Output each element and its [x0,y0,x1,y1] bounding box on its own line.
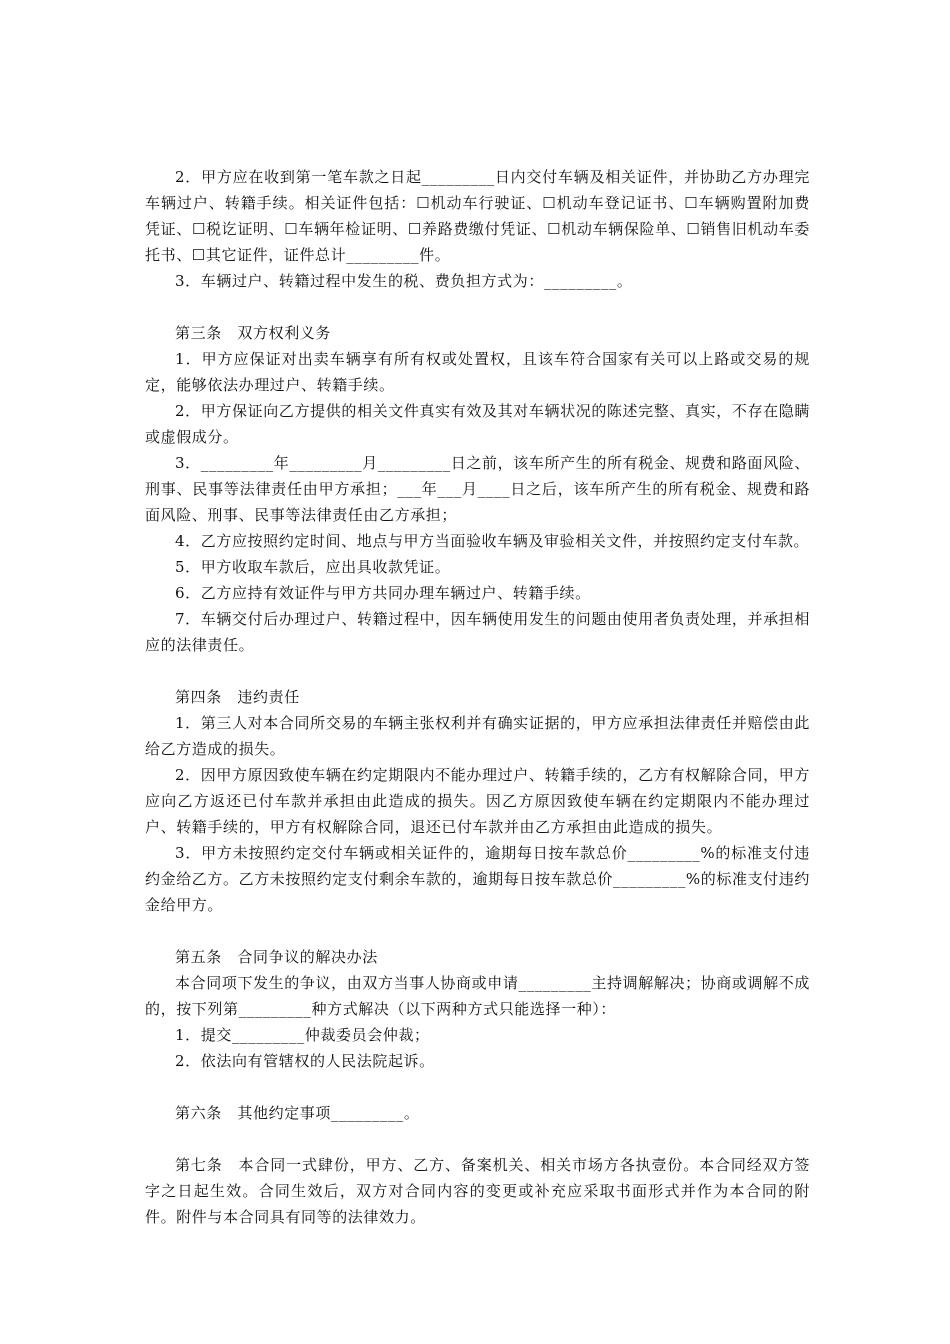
clause-5-2: 2．依法向有管辖权的人民法院起诉。 [175,1052,435,1070]
clause-3-5: 5．甲方收取车款后，应出具收款凭证。 [175,558,451,576]
clause-4-3: 3．甲方未按照约定交付车辆或相关证件的，逾期每日按车款总价_________%的标准支付违约金给乙方。乙方未按照约定支付剩余车款的，逾期每日按车款总价_________%的标准支付违约金给甲方。 [145,844,810,914]
clause-3-4: 4．乙方应按照约定时间、地点与甲方当面验收车辆及审验相关文件，并按照约定支付车款。 [175,532,810,550]
article-5-title: 第五条 合同争议的解决办法 [175,948,378,966]
clause-3-7: 7．车辆交付后办理过户、转籍过程中，因车辆使用发生的问题由使用者负责处理，并承担相应的法律责任。 [145,610,810,654]
clause-2-2: 2．甲方应在收到第一笔车款之日起_________日内交付车辆及相关证件，并协助乙方办理完车辆过户、转籍手续。相关证件包括：☐机动车行驶证、☐机动车登记证书、☐车辆购置附加费凭证、☐税讫证明、☐车辆年检证明、☐养路费缴付凭证、☐机动车辆保险单、☐销售旧机动车委托书、☐其它证件，证件总计_________件。 [145,168,810,264]
clause-2-3: 3．车辆过户、转籍过程中发生的税、费负担方式为：_________。 [175,272,633,290]
clause-3-1: 1．甲方应保证对出卖车辆享有所有权或处置权，且该车符合国家有关可以上路或交易的规定，能够依法办理过户、转籍手续。 [145,350,810,394]
clause-5-1: 1．提交_________仲裁委员会仲裁； [175,1026,430,1044]
clause-5-intro: 本合同项下发生的争议，由双方当事人协商或申请_________主持调解解决；协商或调解不成的，按下列第_________种方式解决（以下两种方式只能选择一种）： [145,974,810,1018]
article-3-title: 第三条 双方权利义务 [175,324,332,342]
clause-3-6: 6．乙方应持有效证件与甲方共同办理车辆过户、转籍手续。 [175,584,591,602]
article-7-text: 第七条 本合同一式肆份，甲方、乙方、备案机关、相关市场方各执壹份。本合同经双方签字之日起生效。合同生效后，双方对合同内容的变更或补充应采取书面形式并作为本合同的附件。附件与本合同具有同等的法律效力。 [145,1156,810,1226]
clause-4-2: 2．因甲方原因致使车辆在约定期限内不能办理过户、转籍手续的，乙方有权解除合同，甲方应向乙方返还已付车款并承担由此造成的损失。因乙方原因致使车辆在约定期限内不能办理过户、转籍手续的，甲方有权解除合同，退还已付车款并由乙方承担由此造成的损失。 [145,766,810,836]
article-4-title: 第四条 违约责任 [175,688,300,706]
clause-3-3: 3．_________年_________月_________日之前，该车所产生的所有税金、规费和路面风险、刑事、民事等法律责任由甲方承担；___年___月____日之后，该车所产生的所有税金、规费和路面风险、刑事、民事等法律责任由乙方承担； [145,454,810,524]
clause-3-2: 2．甲方保证向乙方提供的相关文件真实有效及其对车辆状况的陈述完整、真实，不存在隐瞒或虚假成分。 [145,402,810,446]
contract-page [145,164,810,1230]
clause-4-1: 1．第三人对本合同所交易的车辆主张权利并有确实证据的，甲方应承担法律责任并赔偿由此给乙方造成的损失。 [145,714,810,758]
article-6-title: 第六条 其他约定事项_________。 [175,1104,420,1122]
